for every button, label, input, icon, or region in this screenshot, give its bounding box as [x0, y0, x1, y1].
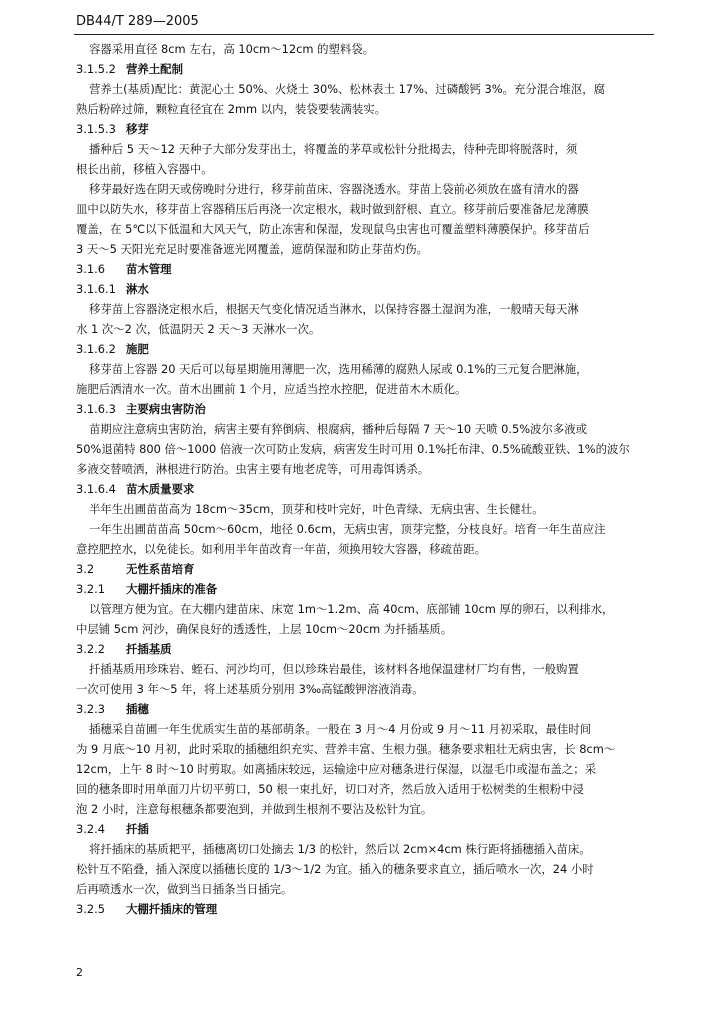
paragraph-continuation: 皿中以防失水，移芽苗上容器稍压后再浇一次定根水，栽时做到舒根、直立。移芽前后要准备尼龙薄膜 — [76, 202, 589, 216]
paragraph-continuation: 根长出前，移植入容器中。 — [76, 162, 213, 176]
paragraph-continuation: 覆盖，在 5℃以下低温和大风天气，防止冻害和保湿，发现鼠鸟虫害也可覆盖塑料薄膜保护。移芽苗后 — [76, 222, 590, 236]
paragraph-continuation: 水 1 次～2 次，低温阴天 2 天～3 天淋水一次。 — [76, 322, 321, 336]
paragraph-continuation: 3 天～5 天阳光充足时要准备遮光网覆盖，遮荫保湿和防止芽苗灼伤。 — [76, 242, 429, 256]
paragraph-continuation: 12cm，上午 8 时～10 时剪取。如离插床较远，运输途中应对穗条进行保湿，以湿毛巾或湿布盖之；采 — [76, 762, 597, 776]
paragraph-line: 以管理方便为宜。在大棚内建苗床、床宽 1m～1.2m、高 40cm、底部铺 10cm 厚的卵石，以利排水， — [89, 602, 614, 616]
section-heading — [76, 339, 656, 359]
paragraph-continuation: 意控肥控水，以免徒长。如利用半年苗改育一年苗，须换用较大容器，移疏苗距。 — [76, 542, 487, 556]
paragraph-continuation: 50%退菌特 800 倍～1000 倍液一次可防止发病，病害发生时可用 0.1%托布津、0.5%硫酸亚铁、1%的波尔 — [76, 442, 630, 456]
section-number: 3.2 — [76, 562, 95, 576]
section-number: 3.2.2 — [76, 642, 105, 656]
paragraph-continuation: 泡 2 小时，注意每根穗条都要泡到，并做到生根剂不要沾及松针为宜。 — [76, 802, 433, 816]
paragraph-line: 扦插基质用珍珠岩、蛭石、河沙均可，但以珍珠岩最佳，该材料各地保温建材厂均有售，一般购置 — [89, 662, 579, 676]
section-title: 移芽 — [126, 122, 149, 136]
header-rule — [74, 34, 654, 35]
page-number: 2 — [76, 966, 83, 979]
paragraph-continuation: 回的穗条即时用单面刀片切平剪口，50 根一束扎好，切口对齐，然后放入适用于松树类的生根粉中浸 — [76, 782, 584, 796]
section-title: 无性系苗培育 — [126, 562, 195, 576]
section-number: 3.2.1 — [76, 582, 105, 596]
paragraph-continuation: 松针互不陷叠，插入深度以插穗长度的 1/3～1/2 为宜。插入的穗条要求直立，插后喷水一次，24 小时 — [76, 862, 594, 876]
paragraph-continuation: 多液交替喷洒，淋根进行防治。虫害主要有地老虎等，可用毒饵诱杀。 — [76, 462, 430, 476]
paragraph-continuation: 施肥后洒清水一次。苗木出圃前 1 个月，应适当控水控肥，促进苗木木质化。 — [76, 382, 467, 396]
section-heading — [76, 279, 656, 299]
section-number: 3.1.5.2 — [76, 62, 116, 76]
section-heading — [76, 699, 656, 719]
section-heading — [76, 479, 656, 499]
paragraph-line: 播种后 5 天～12 天种子大部分发芽出土，将覆盖的茅草或松针分批揭去，待种壳即将脱落时，须 — [89, 142, 578, 156]
paragraph-line: 插穗采自苗圃一年生优质实生苗的基部萌条。一般在 3 月～4 月份或 9 月～11 月初采取，最佳时间 — [89, 722, 592, 736]
section-number: 3.1.6 — [76, 262, 105, 276]
section-number: 3.1.6.1 — [76, 282, 116, 296]
paragraph-continuation: 熟后粉碎过筛，颗粒直径宜在 2mm 以内，装袋要装满装实。 — [76, 102, 387, 116]
section-number: 3.1.6.2 — [76, 342, 116, 356]
paragraph-line: 营养土(基质)配比：黄泥心土 50%、火烧土 30%、松林表土 17%、过磷酸钙 3%。充分混合堆沤，腐 — [89, 82, 606, 96]
section-heading — [76, 559, 656, 579]
section-heading — [76, 579, 656, 599]
section-title: 施肥 — [126, 342, 149, 356]
paragraph-line: 移芽苗上容器 20 天后可以每星期施用薄肥一次，选用稀薄的腐熟人尿或 0.1%的三元复合肥淋施， — [89, 362, 588, 376]
section-number: 3.2.5 — [76, 902, 105, 916]
section-number: 3.1.6.4 — [76, 482, 116, 496]
section-heading — [76, 899, 656, 919]
section-title: 苗木质量要求 — [126, 482, 195, 496]
section-heading — [76, 639, 656, 659]
section-heading — [76, 399, 656, 419]
section-heading — [76, 819, 656, 839]
section-title: 苗木管理 — [126, 262, 172, 276]
paragraph-continuation: 为 9 月底～10 月初，此时采取的插穗组织充实、营养丰富、生根力强。穗条要求粗壮无病虫害，长 8cm～ — [76, 742, 616, 756]
section-title: 插穗 — [126, 702, 149, 716]
section-title: 营养土配制 — [126, 62, 183, 76]
paragraph-line: 半年生出圃苗苗高为 18cm～35cm，顶芽和枝叶完好，叶色青绿、无病虫害、生长健壮。 — [89, 502, 544, 516]
paragraph-line: 容器采用直径 8cm 左右，高 10cm～12cm 的塑料袋。 — [89, 42, 375, 56]
paragraph-continuation: 一次可使用 3 年～5 年，将上述基质分别用 3‰高锰酸钾溶液消毒。 — [76, 682, 424, 696]
section-title: 大棚扦插床的准备 — [126, 582, 218, 596]
section-heading — [76, 59, 656, 79]
paragraph-line: 苗期应注意病虫害防治，病害主要有猝倒病、根腐病，播种后每隔 7 天～10 天喷 0.5%波尔多液或 — [89, 422, 588, 436]
document-body — [76, 39, 656, 919]
paragraph-continuation: 中层铺 5cm 河沙，确保良好的透透性，上层 10cm～20cm 为扦插基质。 — [76, 622, 453, 636]
section-title: 主要病虫害防治 — [126, 402, 206, 416]
paragraph-line: 移芽最好选在阴天或傍晚时分进行，移芽前苗床、容器浇透水。芽苗上袋前必须放在盛有清水的器 — [89, 182, 579, 196]
section-title: 扦插基质 — [126, 642, 172, 656]
section-title: 大棚扦插床的管理 — [126, 902, 218, 916]
section-number: 3.2.4 — [76, 822, 105, 836]
section-number: 3.1.5.3 — [76, 122, 116, 136]
section-number: 3.1.6.3 — [76, 402, 116, 416]
section-number: 3.2.3 — [76, 702, 105, 716]
paragraph-line: 移芽苗上容器浇定根水后，根据天气变化情况适当淋水，以保持容器土湿润为准，一般晴天每天淋 — [89, 302, 579, 316]
section-title: 扦插 — [126, 822, 149, 836]
section-title: 淋水 — [126, 282, 149, 296]
paragraph-continuation: 后再喷透水一次，做到当日插条当日插完。 — [76, 882, 293, 896]
paragraph-line: 将扦插床的基质耙平，插穗离切口处摘去 1/3 的松针，然后以 2cm×4cm 株行距将插穗插入苗床。 — [89, 842, 591, 856]
section-heading — [76, 119, 656, 139]
section-heading — [76, 259, 656, 279]
paragraph-line: 一年生出圃苗苗高 50cm～60cm，地径 0.6cm，无病虫害，顶芽完整，分枝良好。培育一年生苗应注 — [89, 522, 606, 536]
standard-code: DB44/T 289—2005 — [76, 14, 199, 29]
